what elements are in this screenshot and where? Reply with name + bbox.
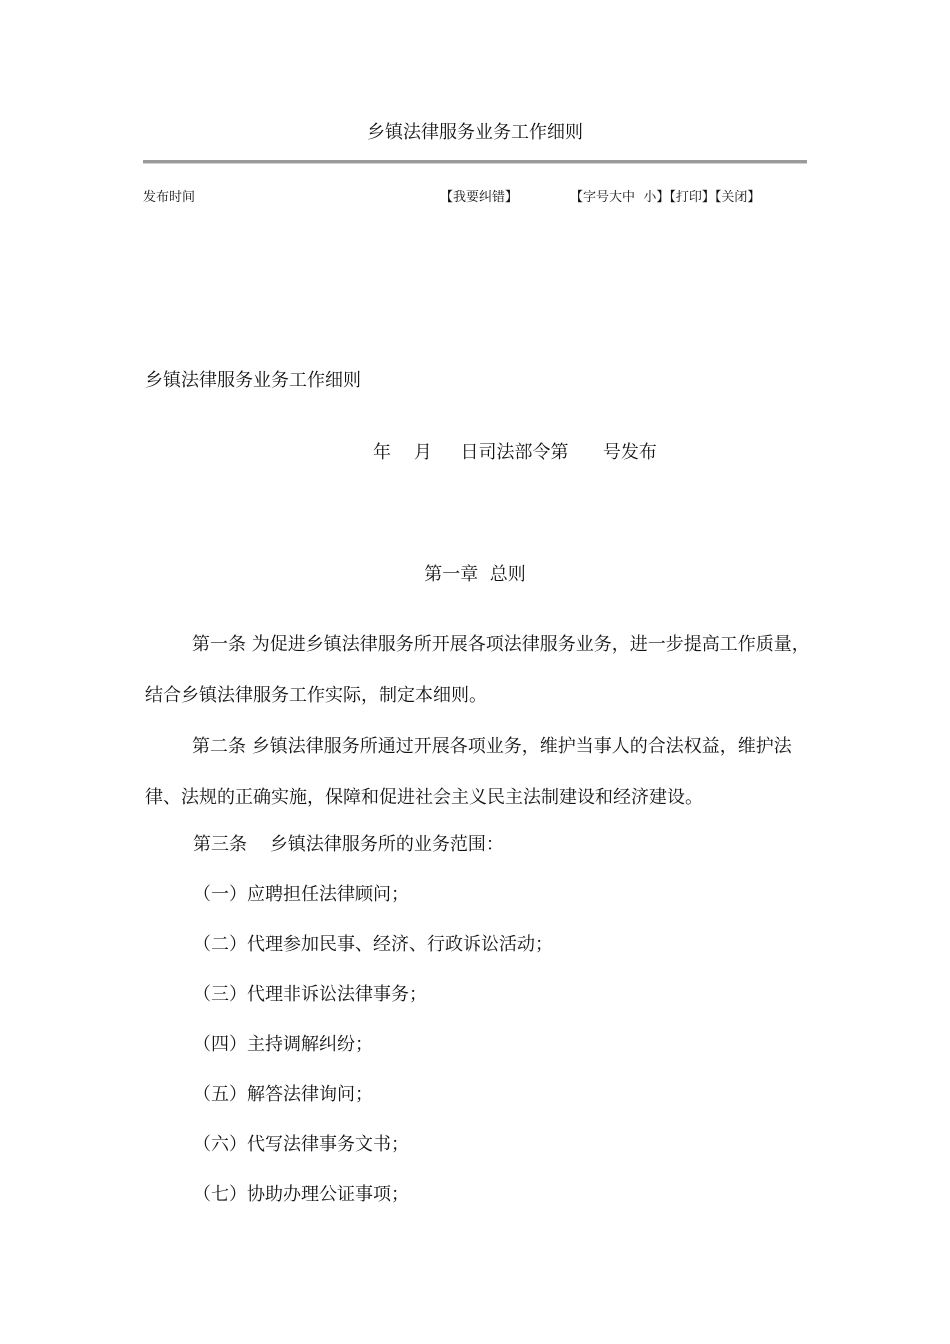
document-title: 乡镇法律服务业务工作细则 [145,370,361,391]
header-divider [143,160,807,164]
scope-item: （五）解答法律询问； [193,1084,373,1105]
scope-item: （四）主持调解纠纷； [193,1034,373,1055]
chapter-heading: 第一章 总则 [424,564,526,585]
close-link[interactable]: 【关闭】 [714,190,761,205]
article-3: 第三条 乡镇法律服务所的业务范围： [193,834,504,855]
scope-item: （一）应聘担任法律顾问； [193,884,409,905]
font-small-link[interactable]: 小】 [643,190,670,205]
scope-item: （二）代理参加民事、经济、行政诉讼活动； [193,934,553,955]
article-2: 第二条 乡镇法律服务所通过开展各项业务，维护当事人的合法权益，维护法律、法规的正确实施，保障和促进社会主义民主法制建设和经济建设。 [145,736,792,808]
font-size-label: 【字号 [570,190,610,205]
scope-item: （六）代写法律事务文书； [193,1134,409,1155]
print-link[interactable]: 【打印】 [669,190,715,205]
article-1: 第一条 为促进乡镇法律服务所开展各项法律服务业务，进一步提高工作质量，结合乡镇法律服务工作实际，制定本细则。 [145,634,810,706]
scope-item: （三）代理非诉讼法律事务； [193,984,427,1005]
font-controls [570,186,760,205]
scope-item: （七）协助办理公证事项； [193,1184,409,1205]
publish-time-label: 发布时间 [143,190,196,205]
font-medium-link[interactable]: 中 [622,190,636,205]
report-error-link[interactable]: 【我要纠错】 [440,190,519,205]
page-title: 乡镇法律服务业务工作细则 [367,122,583,143]
font-large-link[interactable]: 大 [609,190,623,205]
issue-line: 年 月 日司法部令第 号发布 [373,442,657,463]
